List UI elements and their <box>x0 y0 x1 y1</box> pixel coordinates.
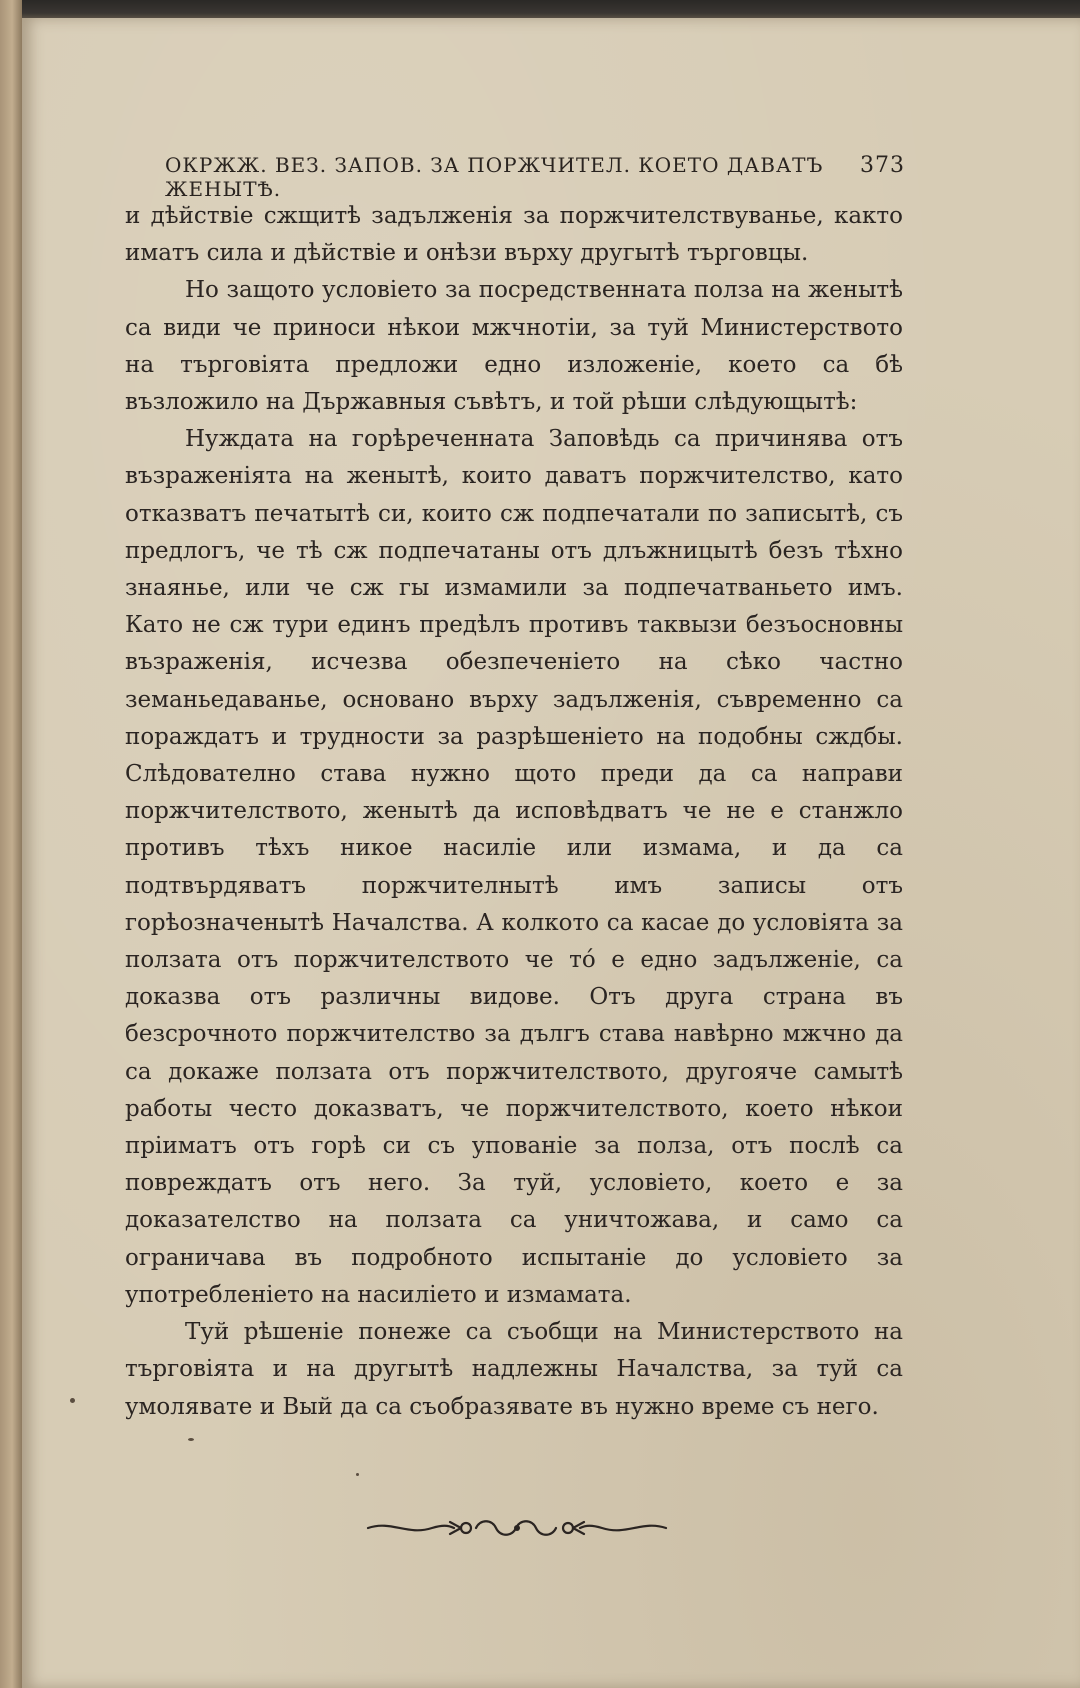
body-text <box>125 198 903 1426</box>
paragraph: Туй рѣшеніе понеже са съобщи на Министерството на търговіята и на другытѣ надлежны Началства, за туй са умолявате и Вый да са съобразявате въ нужно време съ него. <box>125 1319 903 1420</box>
book-left-edge <box>0 0 22 1688</box>
paragraph-continuation: и дѣйствіе сжщитѣ задълженія за поржчителствуванье, както иматъ сила и дѣйствіе и онѣзи върху другытѣ търговцы. <box>125 203 903 267</box>
page-number: 373 <box>860 153 905 178</box>
ink-speck <box>70 1398 75 1403</box>
running-header <box>165 153 905 201</box>
ink-speck <box>356 1473 359 1476</box>
running-title: ОКРЖЖ. ВЕЗ. ЗАПОВ. ЗА ПОРЖЧИТЕЛ. КОЕТО ДАВАТЪ ЖЕНЫТѢ. <box>165 153 824 201</box>
paragraph: Нуждата на горѣреченната Заповѣдь са причинява отъ възраженіята на женытѣ, които даватъ поржчителство, като отказватъ печатытѣ си, които сж подпечатали по записытѣ, съ предлогъ, че тѣ сж подпечатаны отъ длъжницытѣ безъ тѣхно знаянье, или че сж гы измамили за подпечатваньето имъ. Като не сж тури единъ предѣлъ противъ таквызи безъосновны възраженія, исчезва обезпеченіето на сѣко частно земаньедаванье, основано върху задълженія, съвременно са пораждатъ и трудности за разрѣшеніето на подобны сждбы. Слѣдователно става нужно щото преди да са направи поржчителството, женытѣ да исповѣдватъ че не е станжло противъ тѣхъ никое насиліе или измама, и да са подтвърдяватъ поржчителнытѣ имъ записы отъ горѣозначенытѣ Началства. А колкото са касае до условіята за ползата отъ поржчителството че то́ е едно задълженіе, са доказва отъ различны видове. Отъ друга страна въ безсрочното поржчителство за дългъ става навѣрно мжчно да са докаже ползата отъ поржчителството, другояче самытѣ работы често доказватъ, че поржчителството, което нѣкои пріиматъ отъ горѣ си съ упованіе за полза, отъ послѣ са повреждатъ отъ него. За туй, условіето, което е за доказателство на ползата са уничтожава, и само са ограничава въ подробното испытаніе до условіето за употребленіето на насиліето и измамата. <box>125 426 903 1308</box>
paragraph: Но защото условіето за посредственната полза на женытѣ са види че приноси нѣкои мжчнотіи, за туй Министерството на търговіята предложи едно изложеніе, което са бѣ възложило на Държавныя съвѣтъ, и той рѣши слѣдующытѣ: <box>125 277 903 416</box>
tailpiece-ornament <box>362 1510 672 1546</box>
ink-speck <box>188 1438 194 1441</box>
